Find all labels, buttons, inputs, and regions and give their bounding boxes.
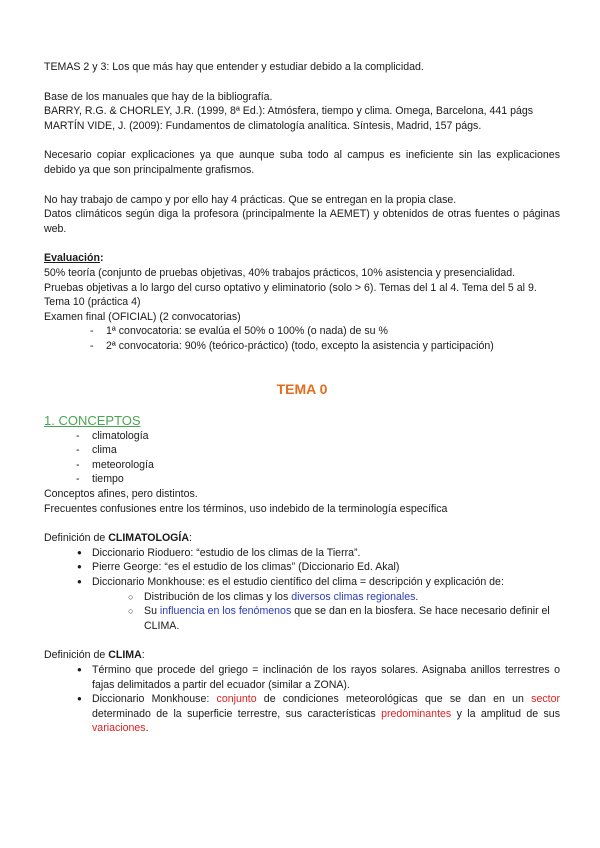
- item-text: .: [145, 722, 149, 735]
- highlight-red: conjunto: [216, 693, 257, 706]
- note-copy: Necesario copiar explicaciones ya que aunque suba todo al campus es ineficiente sin las explicaciones debido ya que son principalmente grafismos.: [44, 149, 560, 176]
- evaluacion-heading: [44, 251, 560, 266]
- sub-text: que se dan en la biosfera. Se hace necesario definir el CLIMA.: [144, 605, 550, 632]
- document-page: [44, 60, 560, 736]
- highlight-blue: influencia en los fenómenos: [159, 605, 292, 618]
- highlight-red: predominantes: [381, 707, 452, 720]
- item-text: Diccionario Monkhouse:: [92, 693, 217, 706]
- list-item: - clima: [44, 443, 560, 458]
- biblio-heading: Base de los manuales que hay de la bibliografía.: [44, 90, 273, 103]
- def-colon: :: [189, 532, 192, 545]
- concept-terms-list: [44, 429, 560, 487]
- clima-list: [44, 663, 560, 736]
- section-title: 1. CONCEPTOS: [44, 413, 141, 429]
- list-item: - 2ª convocatoria: 90% (teórico-práctico) (todo, excepto la asistencia y participación): [44, 339, 560, 354]
- def-colon: :: [141, 649, 145, 662]
- concepts-line-2: Frecuentes confusiones entre los términos, uso indebido de la terminología específica: [44, 502, 448, 515]
- highlight-red: variaciones: [92, 722, 146, 735]
- list-item: - meteorología: [44, 458, 560, 473]
- clima-heading: [44, 648, 560, 663]
- sub-text: Su: [144, 605, 160, 618]
- list-item: ● Pierre George: “es el estudio de los climas” (Diccionario Ed. Akal): [44, 560, 560, 575]
- clima-term: CLIMA: [108, 649, 142, 662]
- intro-line: TEMAS 2 y 3: Los que más hay que entender y estudiar debido a la complicidad.: [44, 61, 424, 73]
- tema-title: TEMA 0: [276, 380, 328, 397]
- climatologia-list: [44, 546, 560, 590]
- convocatorias-list: [44, 324, 560, 353]
- biblio-ref-2: MARTÍN VIDE, J. (2009): Fundamentos de climatología analítica. Síntesis, Madrid, 157 págs.: [44, 119, 482, 132]
- evaluacion-label: Evaluación: [44, 252, 100, 265]
- list-item: [44, 590, 560, 605]
- list-item: - 1ª convocatoria: se evalúa el 50% o 100% (o nada) de su %: [44, 324, 560, 339]
- highlight-red: sector: [531, 693, 560, 706]
- highlight-blue: diversos climas regionales: [291, 590, 416, 603]
- evaluacion-colon: :: [99, 252, 104, 265]
- list-item: [44, 692, 560, 736]
- fieldwork-line-2: Datos climáticos según diga la profesora (principalmente la AEMET) y obtenidos de otras fuentes o páginas web.: [44, 208, 560, 235]
- biblio-ref-1: BARRY, R.G. & CHORLEY, J.R. (1999, 8ª Ed.): Atmósfera, tiempo y clima. Omega, Barcelona, 441 págs: [44, 105, 534, 118]
- item-text: y la amplitud de sus: [451, 707, 560, 720]
- list-item: [44, 604, 560, 633]
- list-item: - tiempo: [44, 472, 560, 487]
- climatologia-sublist: [44, 590, 560, 634]
- evaluacion-line-3: Examen final (OFICIAL) (2 convocatorias): [44, 310, 241, 323]
- def-prefix: Definición de: [44, 532, 109, 545]
- list-item: - climatología: [44, 429, 560, 444]
- item-text: de condiciones meteorológicas que se dan en un: [256, 693, 532, 706]
- evaluacion-line-1: 50% teoría (conjunto de pruebas objetivas, 40% trabajos prácticos, 10% asistencia y presencialidad.: [44, 266, 516, 279]
- climatologia-heading: [44, 531, 560, 546]
- def-prefix: Definición de: [44, 649, 109, 662]
- fieldwork-line-1: No hay trabajo de campo y por ello hay 4 prácticas. Que se entregan en la propia clase.: [44, 193, 457, 206]
- sub-text: Distribución de los climas y los: [144, 590, 292, 603]
- list-item: ● Diccionario Monkhouse: es el estudio científico del clima = descripción y explicación de:: [44, 575, 560, 590]
- item-text: determinado de la superficie terrestre, sus características: [92, 707, 382, 720]
- climatologia-term: CLIMATOLOGÍA: [108, 532, 190, 545]
- concepts-line-1: Conceptos afines, pero distintos.: [44, 488, 198, 501]
- list-item: ● Término que procede del griego = inclinación de los rayos solares. Asignaba anillos terrestres o fajas delimitados a partir del ecuador (similar a ZONA).: [44, 663, 560, 692]
- list-item: ● Diccionario Rioduero: “estudio de los climas de la Tierra”.: [44, 546, 560, 561]
- sub-text: .: [415, 590, 419, 603]
- evaluacion-line-2: Pruebas objetivas a lo largo del curso optativo y eliminatorio (solo > 6). Temas del 1 al 4. Tema del 5 al 9. Tema 10 (práctica 4): [44, 281, 537, 309]
